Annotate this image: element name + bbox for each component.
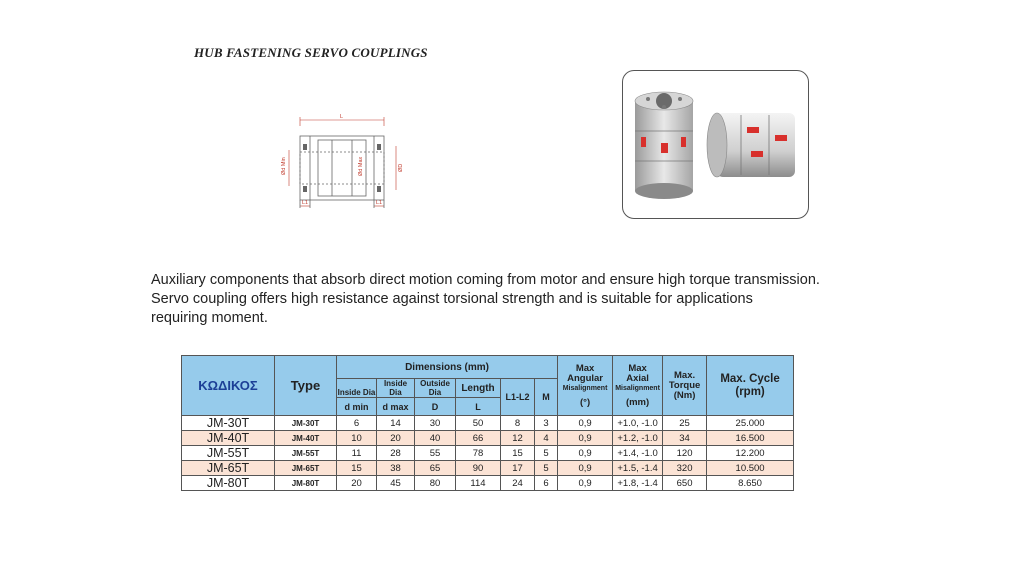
header-max-torque: [663, 356, 707, 416]
header-max-torque-line2: Torque: [668, 379, 701, 391]
header-dmax: d max: [377, 398, 415, 416]
cell-axial: +1.4, -1.0: [613, 446, 663, 461]
dim-label-dmax: Ød Max: [358, 156, 364, 176]
cell-dmin: 15: [337, 461, 377, 476]
header-inside-dia-2: Inside Dia: [377, 379, 415, 398]
cell-dmax: 38: [377, 461, 415, 476]
header-max-angular-line1: Max: [575, 362, 595, 374]
header-max-torque-unit: (Nm): [673, 389, 696, 401]
table-row: [182, 476, 794, 491]
cell-l1l2: 8: [501, 416, 535, 431]
cell-dmax: 28: [377, 446, 415, 461]
cell-dmin: 20: [337, 476, 377, 491]
header-max-angular-unit: (°): [579, 396, 591, 408]
header-d: D: [415, 398, 456, 416]
cell-dmin: 10: [337, 431, 377, 446]
header-max-angular: [558, 356, 613, 416]
header-outside-dia: Outside Dia: [415, 379, 456, 398]
cell-axial: +1.5, -1.4: [613, 461, 663, 476]
cell-l1l2: 17: [501, 461, 535, 476]
header-max-cycle-line1: Max. Cycle: [720, 372, 780, 385]
cell-m: 6: [535, 476, 558, 491]
cell-length: 90: [456, 461, 501, 476]
specification-table: [181, 355, 794, 491]
header-max-axial-unit: (mm): [625, 396, 650, 408]
description-line: requiring moment.: [151, 310, 268, 326]
cell-axial: +1.2, -1.0: [613, 431, 663, 446]
header-length: Length: [456, 379, 501, 398]
cell-outside-dia: 30: [415, 416, 456, 431]
cell-type: JM-55T: [275, 446, 337, 461]
cell-angular: 0,9: [558, 461, 613, 476]
cell-cycle: 25.000: [707, 416, 794, 431]
cell-dmin: 6: [337, 416, 377, 431]
page-title: HUB FASTENING SERVO COUPLINGS: [194, 45, 428, 60]
cell-length: 66: [456, 431, 501, 446]
cell-code: JM-40T: [182, 431, 275, 446]
cell-type: JM-40T: [275, 431, 337, 446]
cell-outside-dia: 80: [415, 476, 456, 491]
table-row: [182, 446, 794, 461]
header-max-axial-line2: Axial: [626, 372, 649, 384]
table-row: [182, 461, 794, 476]
header-dmin: d min: [337, 398, 377, 416]
table-row: [182, 416, 794, 431]
header-max-cycle: [707, 356, 794, 416]
cell-angular: 0,9: [558, 416, 613, 431]
cell-angular: 0,9: [558, 431, 613, 446]
description: [151, 271, 871, 328]
dim-label-l1-left: L1: [302, 200, 309, 206]
cell-dmax: 14: [377, 416, 415, 431]
cell-dmax: 45: [377, 476, 415, 491]
cell-cycle: 12.200: [707, 446, 794, 461]
dim-label-length: L: [340, 114, 344, 120]
cell-m: 4: [535, 431, 558, 446]
cell-axial: +1.8, -1.4: [613, 476, 663, 491]
cell-cycle: 10.500: [707, 461, 794, 476]
dim-label-outside: ØD: [398, 163, 404, 172]
header-code: ΚΩΔΙΚΟΣ: [182, 356, 275, 416]
cell-m: 3: [535, 416, 558, 431]
cell-cycle: 8.650: [707, 476, 794, 491]
cell-torque: 650: [663, 476, 707, 491]
table-row: [182, 431, 794, 446]
header-inside-dia-1: Inside Dia: [337, 379, 377, 398]
cell-length: 78: [456, 446, 501, 461]
cell-torque: 25: [663, 416, 707, 431]
cell-l1l2: 15: [501, 446, 535, 461]
cell-angular: 0,9: [558, 446, 613, 461]
cell-torque: 34: [663, 431, 707, 446]
cell-cycle: 16.500: [707, 431, 794, 446]
cell-length: 114: [456, 476, 501, 491]
header-m: M: [535, 379, 558, 416]
description-line: Servo coupling offers high resistance against torsional strength and is suitable for applications: [151, 291, 753, 307]
cell-outside-dia: 55: [415, 446, 456, 461]
cell-m: 5: [535, 446, 558, 461]
coupling-product-photo: [622, 70, 809, 219]
dim-label-l1-right: L1: [376, 200, 383, 206]
header-max-axial: [613, 356, 663, 416]
cell-axial: +1.0, -1.0: [613, 416, 663, 431]
header-max-torque-line1: Max.: [674, 369, 696, 381]
cell-outside-dia: 40: [415, 431, 456, 446]
cell-dmin: 11: [337, 446, 377, 461]
cell-code: JM-30T: [182, 416, 275, 431]
cell-l1l2: 12: [501, 431, 535, 446]
cell-code: JM-65T: [182, 461, 275, 476]
cell-angular: 0,9: [558, 476, 613, 491]
cell-torque: 120: [663, 446, 707, 461]
header-l: L: [456, 398, 501, 416]
header-max-axial-line1: Max: [628, 362, 647, 374]
cell-type: JM-30T: [275, 416, 337, 431]
cell-length: 50: [456, 416, 501, 431]
header-max-angular-line2: Angular: [567, 372, 603, 384]
cell-type: JM-80T: [275, 476, 337, 491]
cell-type: JM-65T: [275, 461, 337, 476]
cell-code: JM-55T: [182, 446, 275, 461]
cell-dmax: 20: [377, 431, 415, 446]
cell-code: JM-80T: [182, 476, 275, 491]
header-max-axial-line3: Misalignment: [615, 384, 660, 392]
cell-m: 5: [535, 461, 558, 476]
header-max-angular-line3: Misalignment: [562, 384, 608, 392]
dim-label-dmin: Ød Min: [281, 157, 287, 175]
coupling-technical-drawing: [276, 108, 416, 212]
cell-torque: 320: [663, 461, 707, 476]
cell-l1l2: 24: [501, 476, 535, 491]
header-max-cycle-unit: (rpm): [735, 385, 765, 398]
description-line: Auxiliary components that absorb direct motion coming from motor and ensure high torque transmission.: [151, 272, 820, 288]
header-type: Type: [275, 356, 337, 416]
cell-outside-dia: 65: [415, 461, 456, 476]
header-l1l2: L1-L2: [501, 379, 535, 416]
header-dimensions: Dimensions (mm): [337, 356, 558, 379]
